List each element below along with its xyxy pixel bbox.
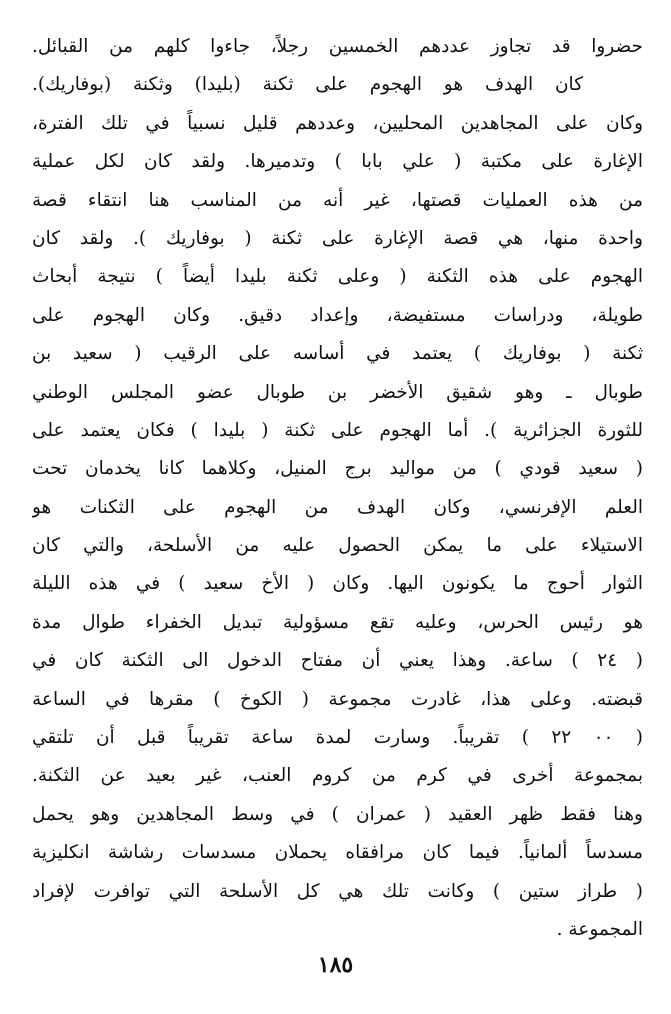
text-line: هو رئيس الحرس، وعليه تقع مسؤولية تبديل الخفراء طوال مدة	[32, 611, 643, 633]
text-line: الاستيلاء على ما يمكن الحصول عليه من الأسلحة، والتي كان	[32, 535, 643, 557]
text-line: المجموعة .	[556, 918, 643, 940]
text-line: ( سعيد قودي ) من مواليد برج المنيل، وكلاهما كانا يخدمان تحت	[32, 458, 643, 480]
text-line: كان الهدف هو الهجوم على ثكنة (بليدا) وثكنة (بوفاريك).	[32, 74, 583, 96]
text-line: من هذه العمليات قصتها، غير أنه من المناسب هنا انتقاء قصة	[32, 189, 643, 211]
body-text	[32, 28, 643, 949]
text-line: للثورة الجزائرية ). أما الهجوم على ثكنة ( بليدا ) فكان يعتمد على	[32, 419, 643, 441]
text-line: طويلة، ودراسات مستفيضة، وإعداد دقيق. وكان الهجوم على	[32, 304, 643, 326]
text-line: ثكنة ( بوفاريك ) يعتمد في أساسه على الرقيب ( سعيد بن	[32, 343, 643, 365]
text-line: ( ٠٠ ٢٢ ) تقريباً. وسارت لمدة ساعة تقريباً قبل أن تلتقي	[32, 727, 643, 749]
text-line: العلم الإفرنسي، وكان الهدف من الهجوم على الثكنات هو	[32, 496, 643, 518]
text-line: ( طراز ستين ) وكانت تلك هي كل الأسلحة التي توافرت لإفراد	[32, 880, 643, 902]
text-line: حضروا قد تجاوز عددهم الخمسين رجلاً، جاءوا كلهم من القبائل.	[32, 36, 643, 57]
text-line: قبضته. وعلى هذا، غادرت مجموعة ( الكوخ ) مقرها في الساعة	[32, 688, 643, 710]
text-line: واحدة منها، هي قصة الإغارة على ثكنة ( بوفاريك ). ولقد كان	[32, 227, 643, 249]
text-line: طوبال ـ وهو شقيق الأخضر بن طوبال عضو المجلس الوطني	[32, 381, 643, 403]
text-line: وهنا فقط ظهر العقيد ( عمران ) في وسط المجاهدين وهو يحمل	[32, 803, 643, 825]
text-line: ( ٢٤ ) ساعة. وهذا يعني أن مفتاح الدخول الى الثكنة كان في	[32, 650, 643, 672]
page-number: ١٨٥	[317, 952, 354, 978]
text-line: الثوار أحوج ما يكونون اليها. وكان ( الأخ سعيد ) في هذه الليلة	[32, 573, 643, 595]
text-line: الإغارة على مكتبة ( علي بابا ) وتدميرها. ولقد كان لكل عملية	[32, 151, 643, 173]
text-line: الهجوم على هذه الثكنة ( وعلى ثكنة بليدا أيضاً ) نتيجة أبحاث	[32, 266, 643, 288]
text-line: بمجموعة أخرى في كرم من كروم العنب، غير بعيد عن الثكنة.	[32, 765, 643, 787]
text-line: وكان على المجاهدين المحليين، وعددهم قليل نسبياً في تلك الفترة،	[32, 112, 643, 134]
text-line: مسدساً ألمانياً. فيما كان مرافقاه يحملان مسدسات رشاشة انكليزية	[32, 842, 643, 864]
